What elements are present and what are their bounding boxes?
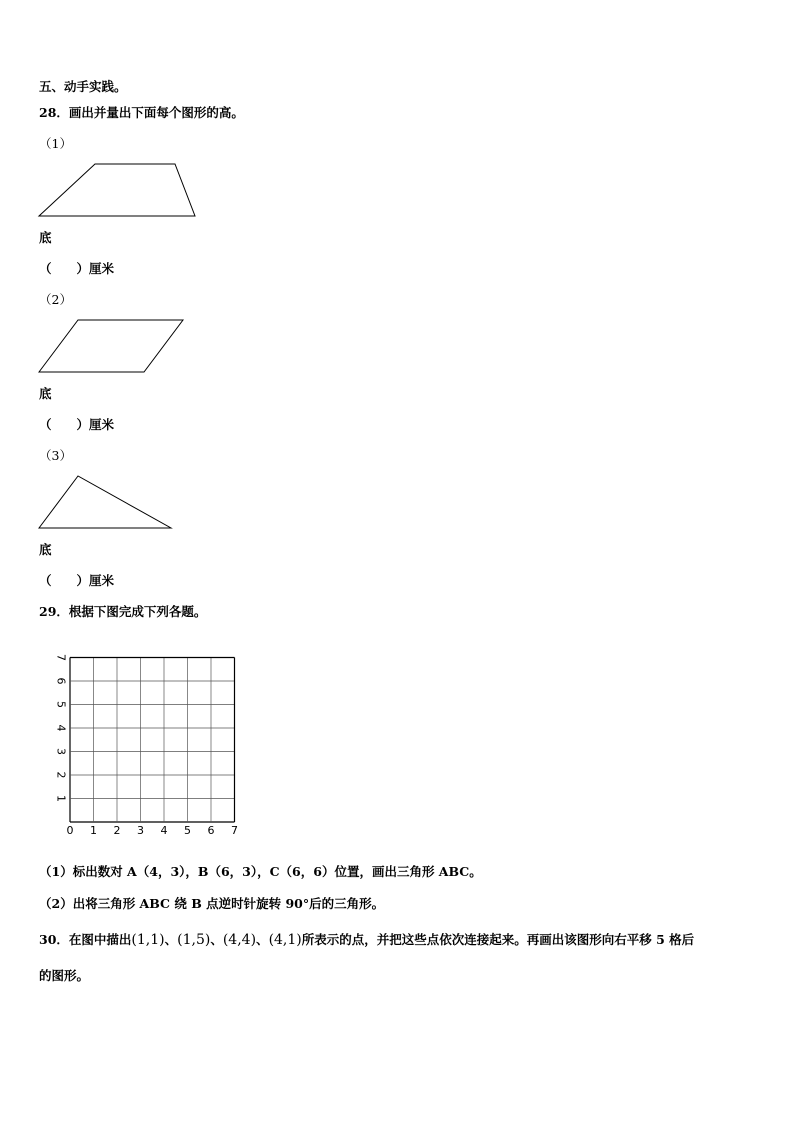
q28-item1-answer: （ ）厘米	[39, 261, 115, 276]
q28-prompt: 28．画出并量出下面每个图形的高。	[39, 105, 244, 120]
y-tick-label: 3	[54, 748, 68, 755]
q28-item3-number: （3）	[39, 448, 72, 463]
y-tick-label: 5	[54, 701, 68, 708]
y-tick-label: 6	[54, 677, 68, 685]
q30-point-2: (1,5)	[177, 932, 211, 948]
q30-point-4: (4,1)	[268, 932, 302, 948]
x-tick-label: 6	[207, 824, 215, 837]
section-title: 五、动手实践。	[39, 79, 127, 94]
q29-prompt: 29．根据下图完成下列各题。	[39, 604, 207, 619]
q30-sep-2: 、	[210, 932, 223, 947]
q30-rest: 所表示的点，并把这些点依次连接起来。再画出该图形向右平移 5 格后	[301, 932, 695, 947]
x-tick-label: 1	[90, 824, 97, 837]
y-tick-label: 7	[54, 654, 68, 661]
y-tick-label: 4	[54, 724, 68, 732]
q30-line2: 的图形。	[39, 968, 90, 983]
q28-item3-base-label: 底	[39, 542, 52, 557]
q29-sub2: （2）出将三角形 ABC 绕 B 点逆时针旋转 90°后的三角形。	[39, 896, 385, 911]
q30-sep-1: 、	[164, 932, 178, 947]
x-tick-label: 4	[160, 824, 168, 837]
x-tick-label: 3	[137, 824, 144, 837]
q28-item2-number: （2）	[39, 292, 72, 307]
q28-item3-answer: （ ）厘米	[39, 573, 115, 588]
x-tick-label: 0	[66, 824, 74, 837]
q30-point-1: (1,1)	[131, 932, 165, 948]
y-tick-label: 1	[54, 795, 68, 802]
q29-sub1: （1）标出数对 A（4，3），B（6，3），C（6，6）位置，画出三角形 ABC。	[39, 864, 482, 879]
q30-point-3: (4,4)	[222, 932, 257, 948]
q28-item1-base-label: 底	[39, 230, 52, 245]
x-tick-label: 2	[113, 824, 121, 837]
q28-item1-number: （1）	[39, 136, 72, 151]
q30-lead: 30．在图中描出	[39, 932, 132, 947]
q30-sep-3: 、	[256, 932, 269, 947]
x-tick-label: 5	[184, 824, 191, 837]
q30-line1	[39, 930, 694, 950]
q28-item2-base-label: 底	[39, 386, 52, 401]
y-tick-label: 2	[54, 771, 68, 779]
x-tick-label: 7	[231, 824, 238, 837]
q28-item2-answer: （ ）厘米	[39, 417, 115, 432]
